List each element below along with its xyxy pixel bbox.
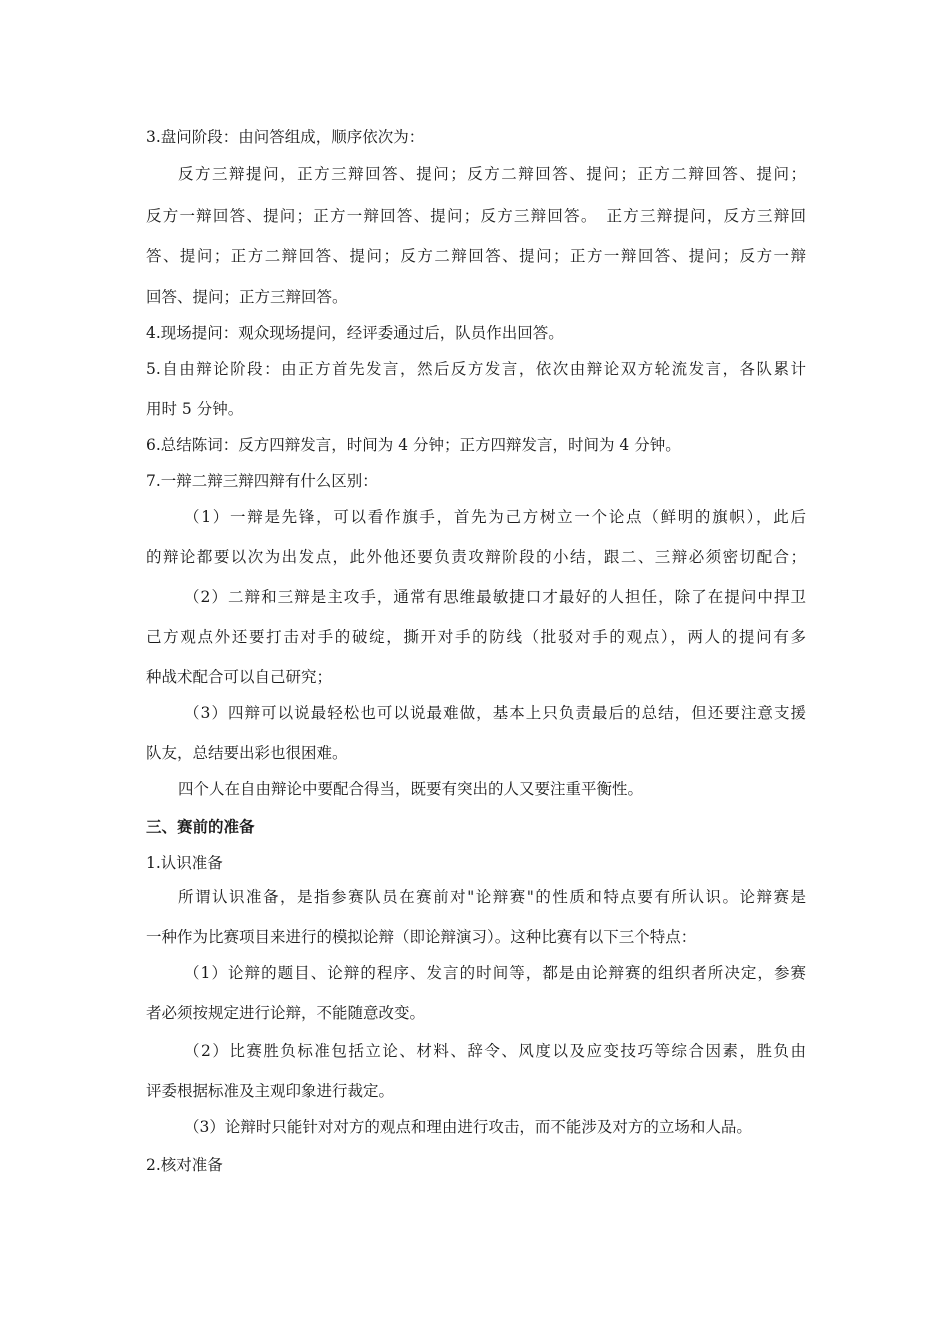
paragraph-line: 回答、提问；正方三辩回答。: [146, 288, 348, 306]
item-4-heading: 4.现场提问：观众现场提问，经评委通过后，队员作出回答。: [146, 324, 564, 342]
paragraph-line: （3）四辩可以说最轻松也可以说最难做，基本上只负责最后的总结，但还要注意支援: [184, 704, 806, 722]
paragraph-line: 队友，总结要出彩也很困难。: [146, 744, 348, 762]
paragraph-line: 评委根据标准及主观印象进行裁定。: [146, 1082, 395, 1100]
paragraph-line: 答、提问；正方二辩回答、提问；反方二辩回答、提问；正方一辩回答、提问；反方一辩: [146, 247, 806, 265]
item-7-heading: 7.一辩二辩三辩四辩有什么区别：: [146, 472, 378, 490]
paragraph-line: （1）一辩是先锋，可以看作旗手，首先为己方树立一个论点（鲜明的旗帜），此后: [184, 508, 806, 526]
paragraph-line: 者必须按规定进行论辩，不能随意改变。: [146, 1004, 426, 1022]
paragraph-line: 反方一辩回答、提问；正方一辩回答、提问；反方三辩回答。 正方三辩提问，反方三辩回: [146, 207, 806, 225]
paragraph-line: 己方观点外还要打击对手的破绽，撕开对手的防线（批驳对手的观点），两人的提问有多: [146, 628, 806, 646]
paragraph-line: （3）论辩时只能针对对方的观点和理由进行攻击，而不能涉及对方的立场和人品。: [184, 1118, 752, 1136]
paragraph-line: 反方三辩提问，正方三辩回答、提问；反方二辩回答、提问；正方二辩回答、提问；: [178, 165, 806, 183]
subsection-1-heading: 1.认识准备: [146, 854, 223, 872]
paragraph-line: 用时 5 分钟。: [146, 400, 244, 418]
paragraph-line: （2）二辩和三辩是主攻手，通常有思维最敏捷口才最好的人担任，除了在提问中捍卫: [184, 588, 806, 606]
section-3-heading: 三、赛前的准备: [146, 818, 255, 836]
paragraph-line: 的辩论都要以次为出发点，此外他还要负责攻辩阶段的小结，跟二、三辩必须密切配合；: [146, 548, 806, 566]
paragraph-line: （1）论辩的题目、论辩的程序、发言的时间等，都是由论辩赛的组织者所决定，参赛: [184, 964, 806, 982]
paragraph-line: （2）比赛胜负标准包括立论、材料、辞令、风度以及应变技巧等综合因素，胜负由: [184, 1042, 806, 1060]
paragraph-line: 一种作为比赛项目来进行的模拟论辩（即论辩演习）。这种比赛有以下三个特点：: [146, 928, 697, 946]
subsection-2-heading: 2.核对准备: [146, 1156, 223, 1174]
paragraph-line: 所谓认识准备，是指参赛队员在赛前对"论辩赛"的性质和特点要有所认识。论辩赛是: [178, 888, 806, 906]
paragraph-line: 种战术配合可以自己研究；: [146, 668, 333, 686]
item-6-heading: 6.总结陈词：反方四辩发言，时间为 4 分钟；正方四辩发言，时间为 4 分钟。: [146, 436, 681, 454]
item-5-heading: 5.自由辩论阶段：由正方首先发言，然后反方发言，依次由辩论双方轮流发言，各队累计: [146, 360, 806, 378]
item-3-heading: 3.盘问阶段：由问答组成，顺序依次为：: [146, 128, 425, 146]
paragraph-line: 四个人在自由辩论中要配合得当，既要有突出的人又要注重平衡性。: [178, 780, 644, 798]
